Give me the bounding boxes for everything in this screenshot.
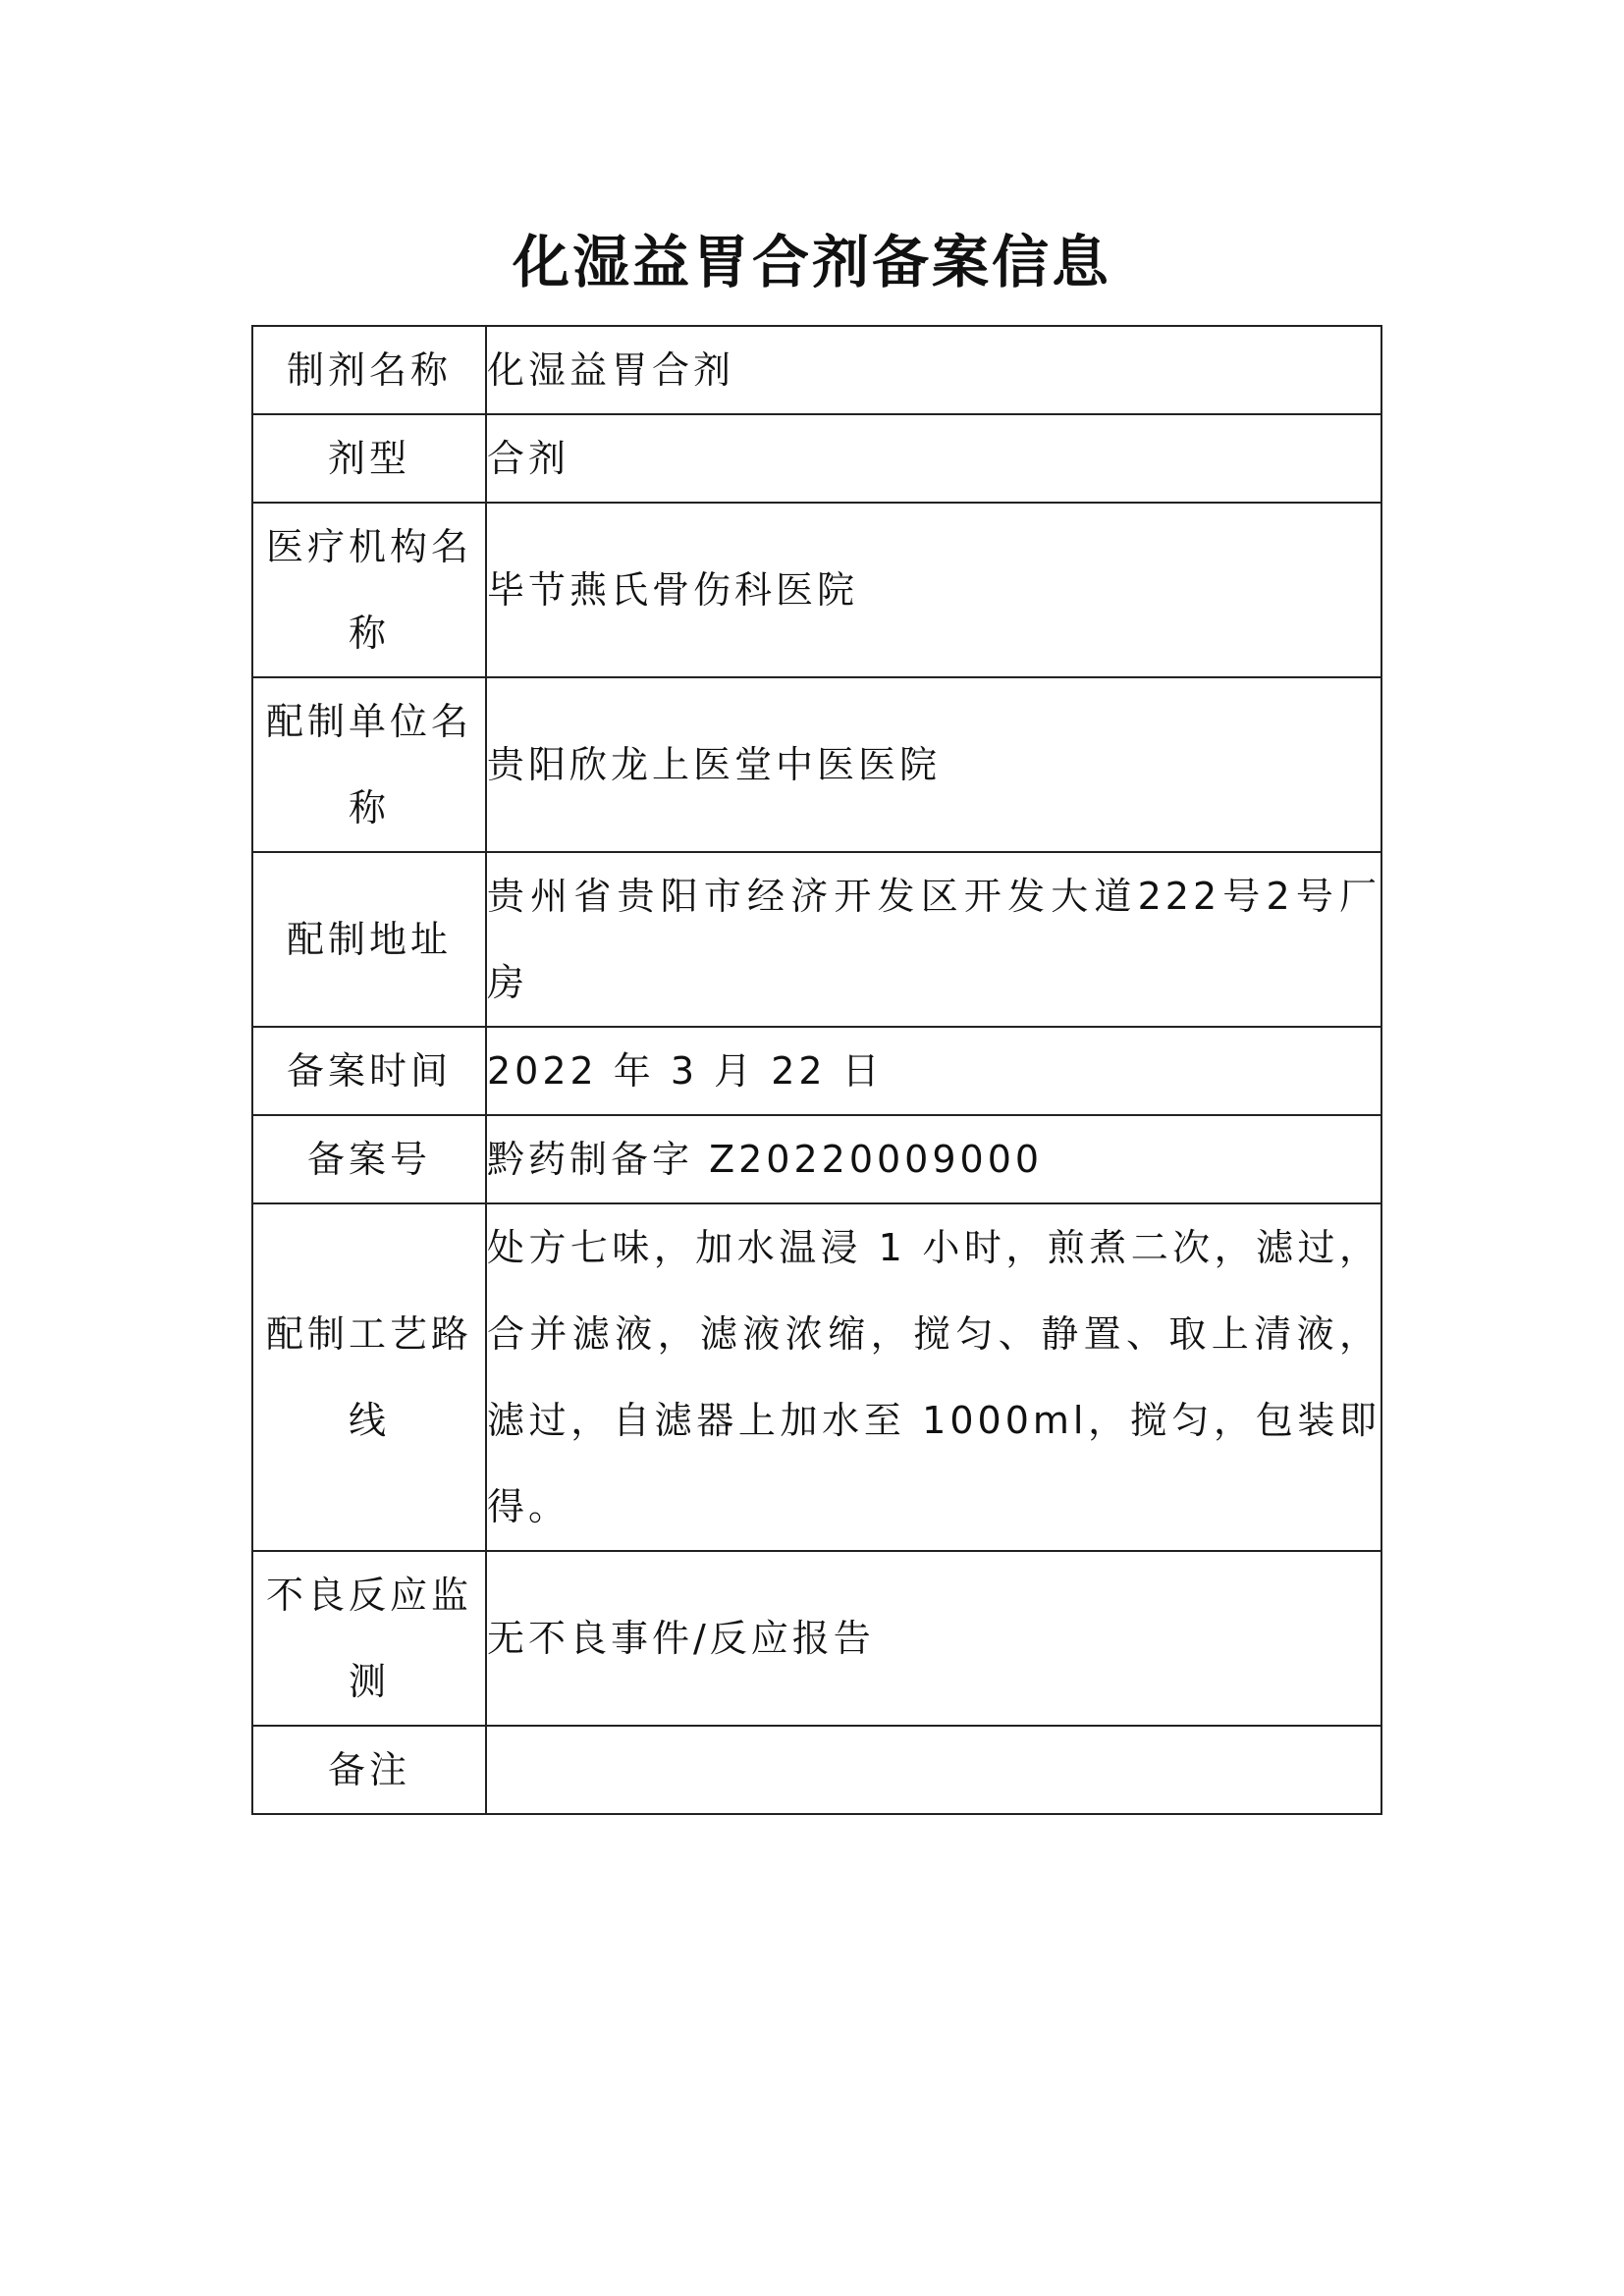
row-value: [486, 414, 1381, 503]
row-label: [252, 852, 486, 1027]
table-row: [252, 1726, 1381, 1814]
label-filing-date: 备案时间: [286, 1049, 452, 1093]
label-process-route: 配制工艺路线: [265, 1312, 472, 1442]
value-manufacturing-address: 贵州省贵阳市经济开发区开发大道222号2号厂房: [487, 875, 1380, 1004]
label-dosage-form: 剂型: [327, 437, 410, 480]
row-value: [486, 326, 1381, 414]
value-filing-date: 2022 年 3 月 22 日: [487, 1049, 884, 1093]
row-label: [252, 1726, 486, 1814]
table-row: [252, 852, 1381, 1027]
label-remarks: 备注: [327, 1748, 410, 1791]
table-row: [252, 677, 1381, 852]
row-label: [252, 1551, 486, 1726]
value-adverse-reaction-monitoring: 无不良事件/反应报告: [487, 1617, 875, 1660]
row-label: [252, 1203, 486, 1551]
row-value: [486, 1027, 1381, 1115]
row-label: [252, 1027, 486, 1115]
table-row: [252, 1115, 1381, 1203]
label-filing-number: 备案号: [306, 1138, 431, 1181]
row-value: [486, 852, 1381, 1027]
value-institution-name: 毕节燕氏骨伤科医院: [487, 568, 859, 612]
row-value: [486, 677, 1381, 852]
label-manufacturing-address: 配制地址: [286, 918, 452, 961]
row-value: [486, 1551, 1381, 1726]
value-process-route: 处方七味，加水温浸 1 小时，煎煮二次，滤过，合并滤液，滤液浓缩，搅匀、静置、取上清液，滤过，自滤器上加水至 1000ml，搅匀，包装即得。: [487, 1226, 1380, 1528]
row-label: [252, 1115, 486, 1203]
table-row: [252, 326, 1381, 414]
value-preparation-name: 化湿益胃合剂: [487, 348, 735, 392]
row-value: [486, 503, 1381, 677]
label-preparation-name: 制剂名称: [286, 348, 452, 392]
row-value: [486, 1726, 1381, 1814]
value-dosage-form: 合剂: [487, 437, 570, 480]
row-label: [252, 326, 486, 414]
table-row: [252, 503, 1381, 677]
label-adverse-reaction-monitoring: 不良反应监测: [265, 1574, 472, 1703]
table-row: [252, 1203, 1381, 1551]
row-value: [486, 1115, 1381, 1203]
row-label: [252, 503, 486, 677]
record-table: [251, 325, 1382, 1815]
value-manufacturer-name: 贵阳欣龙上医堂中医医院: [487, 743, 942, 786]
table-row: [252, 414, 1381, 503]
value-filing-number: 黔药制备字 Z20220009000: [487, 1138, 1044, 1181]
label-manufacturer-name: 配制单位名称: [265, 700, 472, 829]
table-row: [252, 1027, 1381, 1115]
table-row: [252, 1551, 1381, 1726]
row-value: [486, 1203, 1381, 1551]
document-title: 化湿益胃合剂备案信息: [512, 229, 1111, 295]
label-institution-name: 医疗机构名称: [265, 525, 472, 655]
row-label: [252, 414, 486, 503]
row-label: [252, 677, 486, 852]
